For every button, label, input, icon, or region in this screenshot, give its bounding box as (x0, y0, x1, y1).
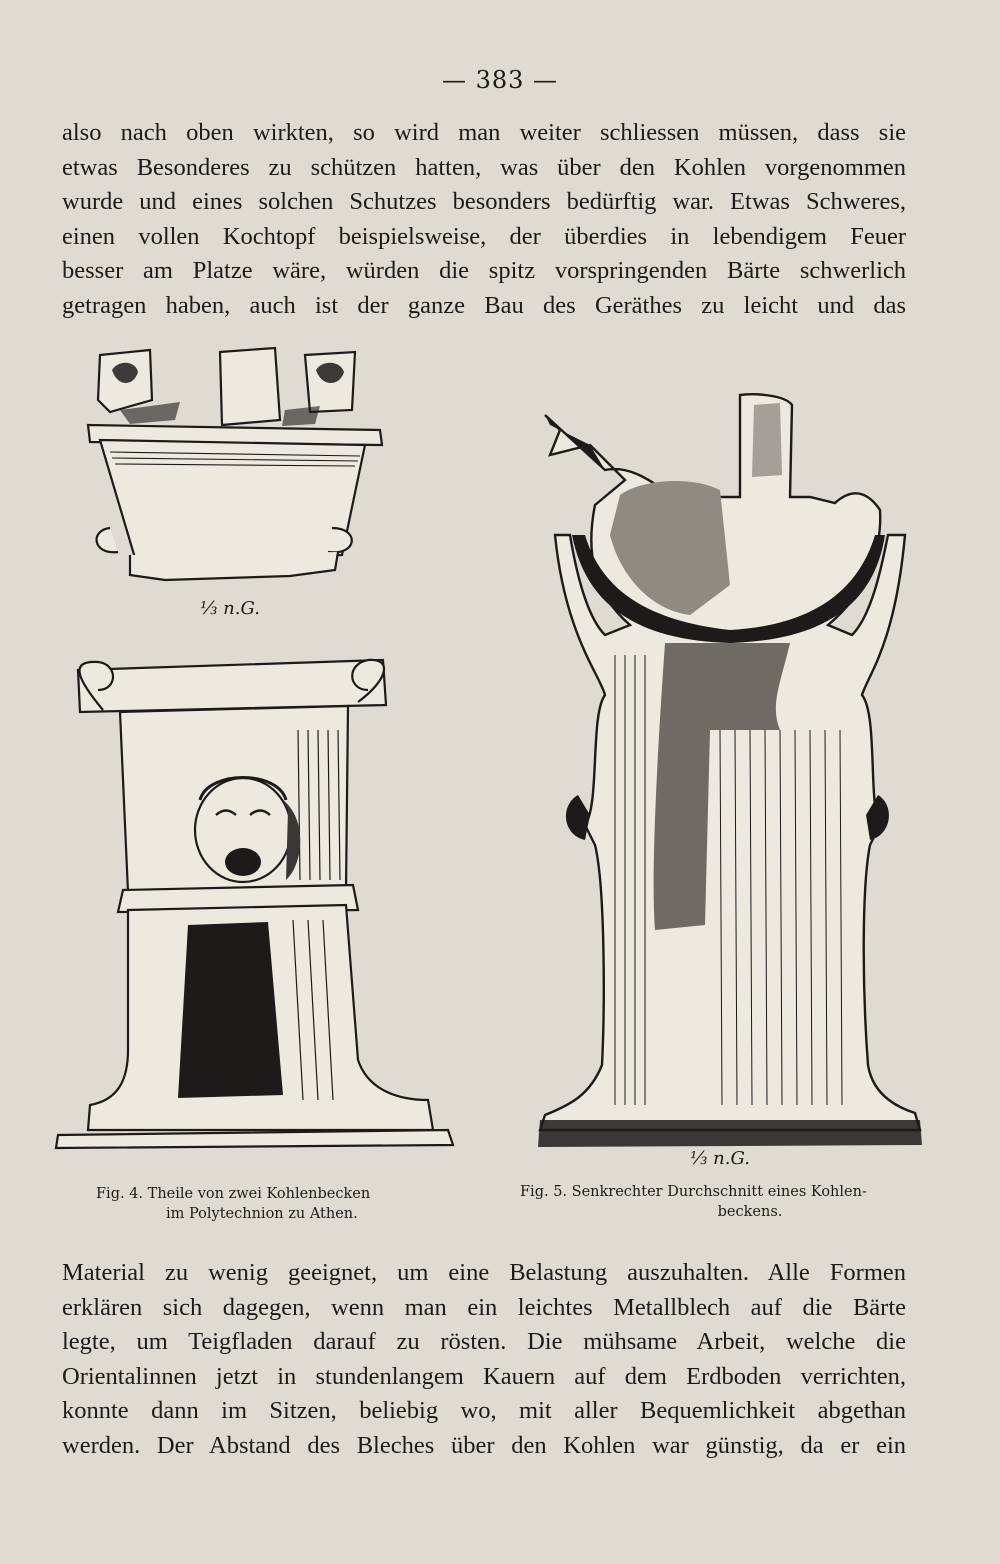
figure-5-caption (520, 1182, 920, 1222)
text-line: Orientalinnen jetzt in stundenlangem Kauern auf dem Erdboden verrichten, (62, 1362, 906, 1390)
caption-line: Fig. 5. Senkrechter Durchschnitt eines Kohlen- (520, 1184, 867, 1200)
text-line: wurde und eines solchen Schutzes besonders bedürftig war. Etwas Schweres, (62, 188, 906, 215)
text-line: konnte dann im Sitzen, beliebig wo, mit aller Bequemlichkeit abgethan (62, 1397, 906, 1424)
text-line: einen vollen Kochtopf beispielsweise, der überdies in lebendigem Feuer (62, 222, 906, 250)
text-line: Material zu wenig geeignet, um eine Belastung auszuhalten. Alle Formen (62, 1259, 906, 1286)
text-line: werden. Der Abstand des Bleches über den Kohlen war günstig, da er ein (62, 1431, 906, 1459)
text-line: also nach oben wirkten, so wird man weiter schliessen müssen, dass sie (62, 119, 906, 146)
text-line: besser am Platze wäre, würden die spitz vorspringenden Bärte schwerlich (62, 257, 906, 284)
caption-line: im Polytechnion zu Athen. (166, 1206, 358, 1222)
figure-4-scale-mark: ⅓ n.G. (200, 598, 260, 619)
figure-4-brazier-top-illustration (70, 340, 400, 590)
text-line: getragen haben, auch ist der ganze Bau des Geräthes zu leicht und das (62, 291, 906, 319)
figure-5-scale-mark: ⅓ n.G. (690, 1148, 750, 1169)
text-line: legte, um Teigfladen darauf zu rösten. Die mühsame Arbeit, welche die (62, 1328, 906, 1355)
figure-4-caption (96, 1184, 416, 1224)
text-line: etwas Besonderes zu schützen hatten, was über den Kohlen vorgenommen (62, 153, 906, 181)
caption-line: Fig. 4. Theile von zwei Kohlenbecken (96, 1186, 371, 1202)
figure-4-brazier-stand-illustration (28, 650, 473, 1150)
text-line: erklären sich dagegen, wenn man ein leichtes Metallblech auf die Bärte (62, 1293, 906, 1321)
top-paragraph (62, 116, 906, 323)
figure-5-section-illustration (490, 385, 960, 1150)
bottom-paragraph (62, 1256, 906, 1463)
page-number: — 383 — (441, 66, 559, 94)
caption-line: beckens. (717, 1204, 783, 1220)
